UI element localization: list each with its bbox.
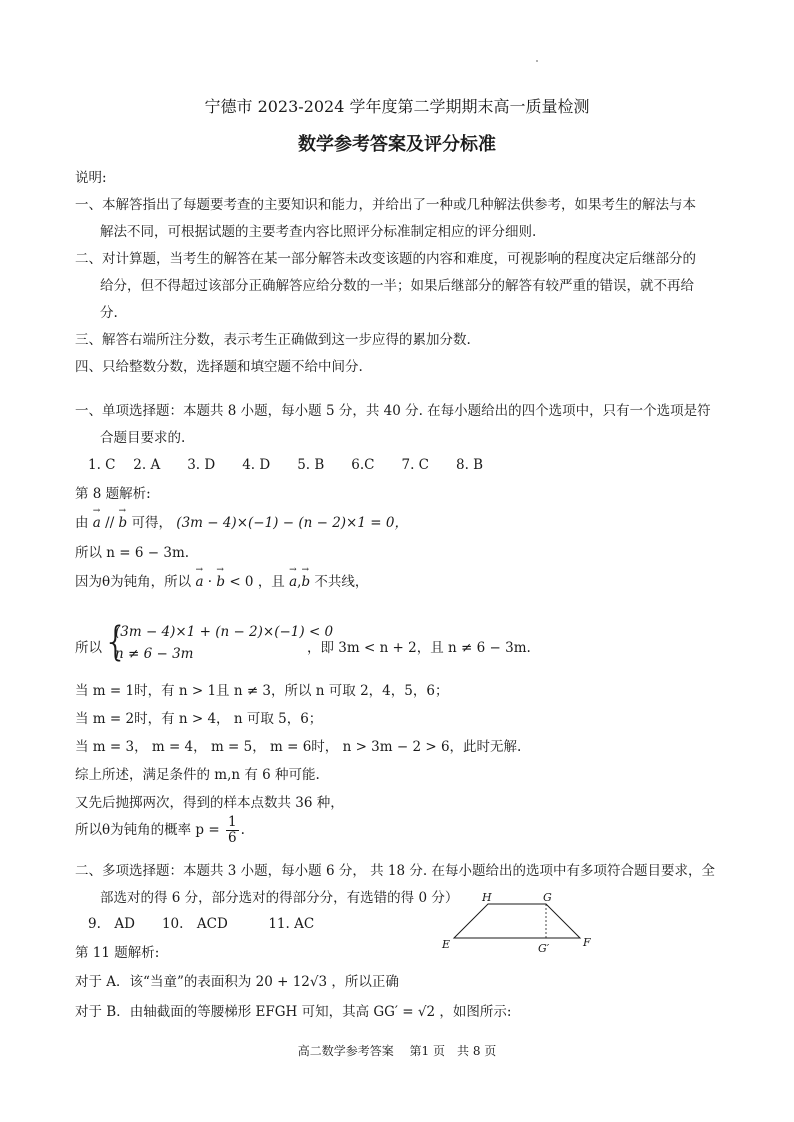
document-subtitle: 数学参考答案及评分标准 bbox=[298, 134, 496, 155]
note-3: 三、解答右端所注分数，表示考生正确做到这一步应得的累加分数. bbox=[75, 332, 471, 348]
q11-heading: 第 11 题解析: bbox=[75, 945, 160, 961]
label-g: G bbox=[543, 891, 552, 904]
vector-a: → a bbox=[289, 574, 297, 590]
q8-probability-end: . bbox=[240, 822, 245, 838]
q8-sample-count: 又先后抛掷两次，得到的样本点数共 36 种， bbox=[75, 795, 344, 811]
q8-system-label: 所以 bbox=[75, 640, 102, 656]
q11-option-a: 对于 A．该“当童”的表面积为 20 + 12√3 ，所以正确 bbox=[75, 974, 399, 990]
label-h: H bbox=[482, 891, 492, 904]
q8-case-2: 当 m = 2时，有 n > 4， n 可取 5，6； bbox=[75, 711, 323, 727]
section-2-answers: 9. AD 10. ACD 11. AC bbox=[88, 916, 315, 932]
q8-line-1-mid: 可得， bbox=[131, 515, 172, 531]
fraction-denominator: 6 bbox=[227, 830, 237, 846]
note-1-line-2: 解法不同，可根据试题的主要考查内容比照评分标准制定相应的评分细则. bbox=[100, 224, 537, 240]
q8-system-row-1: (3m − 4)×1 + (n − 2)×(−1) < 0 bbox=[115, 624, 334, 640]
q8-system-row-2: n ≠ 6 − 3m bbox=[115, 646, 194, 662]
q8-case-3: 当 m = 3， m = 4， m = 5， m = 6时， n > 3m − 2 > 6，此时无解. bbox=[75, 739, 522, 755]
section-2-heading-line-1: 二、多项选择题：本题共 3 小题，每小题 6 分， 共 18 分. 在每小题给出的选项中有多项符合题目要求，全 bbox=[75, 863, 715, 879]
q8-probability-text: 所以θ为钝角的概率 p = bbox=[75, 822, 220, 838]
vector-b: → b bbox=[216, 574, 225, 590]
label-e: E bbox=[442, 938, 451, 951]
section-1-heading-line-2: 合题目要求的. bbox=[100, 430, 186, 446]
note-2-line-2: 给分，但不得超过该部分正确解答应给分数的一半；如果后继部分的解答有较严重的错误，就不再给 bbox=[100, 278, 694, 294]
q8-line-1: 由 → a // → b 可得， (3m − 4)×(−1) − (n − 2)×1 = 0， bbox=[75, 511, 408, 531]
fraction-numerator: 1 bbox=[227, 814, 237, 830]
q8-case-1: 当 m = 1时，有 n > 1且 n ≠ 3，所以 n 可取 2，4，5，6； bbox=[75, 683, 449, 699]
scan-speck bbox=[536, 60, 538, 62]
vector-b: → b bbox=[301, 574, 310, 590]
section-2-heading-line-2: 部选对的得 6 分，部分选对的得部分分，有选错的得 0 分） bbox=[100, 890, 459, 906]
fraction-one-sixth bbox=[226, 815, 239, 846]
q8-line-3-prefix: 因为θ为钝角，所以 bbox=[75, 574, 192, 590]
q8-summary: 综上所述，满足条件的 m,n 有 6 种可能. bbox=[75, 767, 320, 783]
q8-line-3-mid: ，且 bbox=[257, 574, 285, 590]
section-1-answers: 1. C 2. A 3. D 4. D 5. B 6.C 7. C 8. B bbox=[88, 457, 484, 473]
section-1-heading-line-1: 一、单项选择题：本题共 8 小题，每小题 5 分，共 40 分. 在每小题给出的四个选项中，只有一个选项是符 bbox=[75, 403, 711, 419]
q8-probability bbox=[75, 815, 245, 846]
q8-heading: 第 8 题解析: bbox=[75, 486, 151, 502]
vector-b: → b bbox=[119, 515, 128, 531]
page-footer: 高二数学参考答案 第1 页 共 8 页 bbox=[297, 1044, 497, 1058]
q8-system-conclusion: ，即 3m < n + 2，且 n ≠ 6 − 3m. bbox=[307, 640, 531, 656]
q8-equation-1: (3m − 4)×(−1) − (n − 2)×1 = 0， bbox=[176, 515, 408, 531]
note-2-line-3: 分. bbox=[100, 305, 118, 321]
trapezoid-outline bbox=[454, 904, 580, 938]
vector-a: → a bbox=[195, 574, 203, 590]
vector-a: → a bbox=[93, 515, 101, 531]
q11-option-b: 对于 B．由轴截面的等腰梯形 EFGH 可知，其高 GG′ = √2 ，如图所示: bbox=[75, 1004, 512, 1020]
q8-line-3-end: 不共线， bbox=[314, 574, 369, 590]
left-brace: { bbox=[103, 619, 129, 665]
label-f: F bbox=[583, 936, 591, 949]
notes-heading: 说明: bbox=[75, 170, 107, 186]
q8-line-2: 所以 n = 6 − 3m. bbox=[75, 545, 190, 561]
note-1-line-1: 一、本解答指出了每题要考查的主要知识和能力，并给出了一种或几种解法供参考，如果考生的解法与本 bbox=[75, 197, 696, 213]
trapezoid-efgh-figure bbox=[440, 890, 600, 960]
q8-line-1-prefix: 由 bbox=[75, 515, 89, 531]
q8-line-3: 因为θ为钝角，所以 → a · → b < 0 ，且 → a,→ b 不共线， bbox=[75, 570, 368, 590]
document-title: 宁德市 2023-2024 学年度第二学期期末高一质量检测 bbox=[204, 97, 590, 116]
note-4: 四、只给整数分数，选择题和填空题不给中间分. bbox=[75, 359, 363, 375]
note-2-line-1: 二、对计算题，当考生的解答在某一部分解答未改变该题的内容和难度，可视影响的程度决定后继部分的 bbox=[75, 251, 696, 267]
label-g-prime: G′ bbox=[538, 942, 550, 955]
